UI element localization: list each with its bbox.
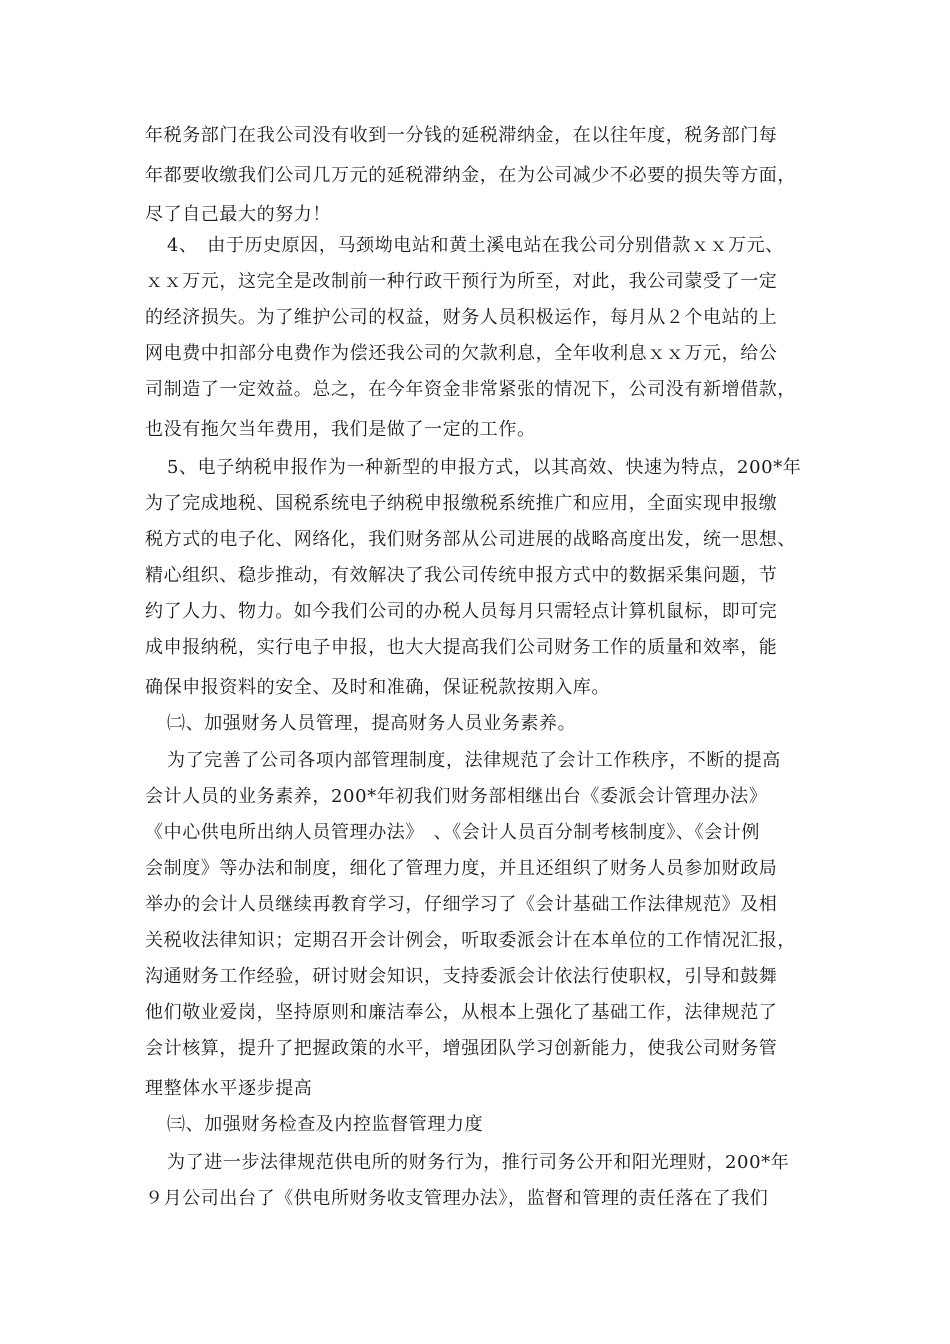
text-line: ９月公司出台了《供电所财务收支管理办法》，监督和管理的责任落在了我们 xyxy=(145,1188,769,1209)
text-line: 年税务部门在我公司没有收到一分钱的延税滞纳金，在以往年度，税务部门每 xyxy=(145,125,778,146)
text-line: 《中心供电所出纳人员管理办法》 、《会计人员百分制考核制度》、《会计例 xyxy=(145,822,760,843)
text-line: 举办的会计人员继续再教育学习，仔细学习了《会计基础工作法律规范》及相 xyxy=(145,894,778,915)
text-line: 约了人力、物力。如今我们公司的办税人员每月只需轻点计算机鼠标，即可完 xyxy=(145,601,778,622)
text-line: ｘｘ万元，这完全是改制前一种行政干预行为所至，对此，我公司蒙受了一定 xyxy=(145,271,778,292)
text-line: 尽了自己最大的努力！ xyxy=(145,204,331,225)
paragraph-5-first-line: 5、电子纳税申报作为一种新型的申报方式，以其高效、快速为特点，200*年 xyxy=(167,457,802,478)
text-line: 也没有拖欠当年费用，我们是做了一定的工作。 xyxy=(145,419,536,440)
paragraph-4-first-line: 4、 由于历史原因，马颈坳电站和黄土溪电站在我公司分别借款ｘｘ万元、 xyxy=(167,235,784,256)
text-line: 为了完成地税、国税系统电子纳税申报缴税系统推广和应用，全面实现申报缴 xyxy=(145,493,778,514)
text-line: 税方式的电子化、网络化，我们财务部从公司进展的战略高度出发，统一思想、 xyxy=(145,529,796,550)
text-line: 会计人员的业务素养，200*年初我们财务部相继出台《委派会计管理办法》 xyxy=(145,786,768,807)
text-line: 会计核算，提升了把握政策的水平，增强团队学习创新能力，使我公司财务管 xyxy=(145,1038,778,1059)
text-line: 会制度》等办法和制度，细化了管理力度，并且还组织了财务人员参加财政局 xyxy=(145,858,778,879)
text-line: 成申报纳税，实行电子申报，也大大提高我们公司财务工作的质量和效率，能 xyxy=(145,637,778,658)
text-line: 沟通财务工作经验，研讨财会知识，支持委派会计依法行使职权，引导和鼓舞 xyxy=(145,966,778,987)
text-line: 年都要收缴我们公司几万元的延税滞纳金，在为公司减少不必要的损失等方面， xyxy=(145,165,796,186)
text-line: 他们敬业爱岗，坚持原则和廉洁奉公，从根本上强化了基础工作，法律规范了 xyxy=(145,1002,778,1023)
text-line: 确保申报资料的安全、及时和准确，保证税款按期入库。 xyxy=(145,677,610,698)
section-heading-2: ㈡、加强财务人员管理，提高财务人员业务素养。 xyxy=(167,713,577,734)
paragraph-first-line: 为了完善了公司各项内部管理制度，法律规范了会计工作秩序，不断的提高 xyxy=(167,750,781,771)
text-line: 网电费中扣部分电费作为偿还我公司的欠款利息，全年收利息ｘｘ万元，给公 xyxy=(145,343,778,364)
paragraph-first-line: 为了进一步法律规范供电所的财务行为，推行司务公开和阳光理财，200*年 xyxy=(167,1152,790,1173)
text-line: 司制造了一定效益。总之，在今年资金非常紧张的情况下，公司没有新增借款， xyxy=(145,379,796,400)
text-line: 理整体水平逐步提高 xyxy=(145,1078,313,1099)
text-line: 关税收法律知识；定期召开会计例会，听取委派会计在本单位的工作情况汇报， xyxy=(145,930,796,951)
text-line: 精心组织、稳步推动，有效解决了我公司传统申报方式中的数据采集问题，节 xyxy=(145,565,778,586)
text-line: 的经济损失。为了维护公司的权益，财务人员积极运作，每月从２个电站的上 xyxy=(145,307,778,328)
section-heading-3: ㈢、加强财务检查及内控监督管理力度 xyxy=(167,1114,484,1135)
